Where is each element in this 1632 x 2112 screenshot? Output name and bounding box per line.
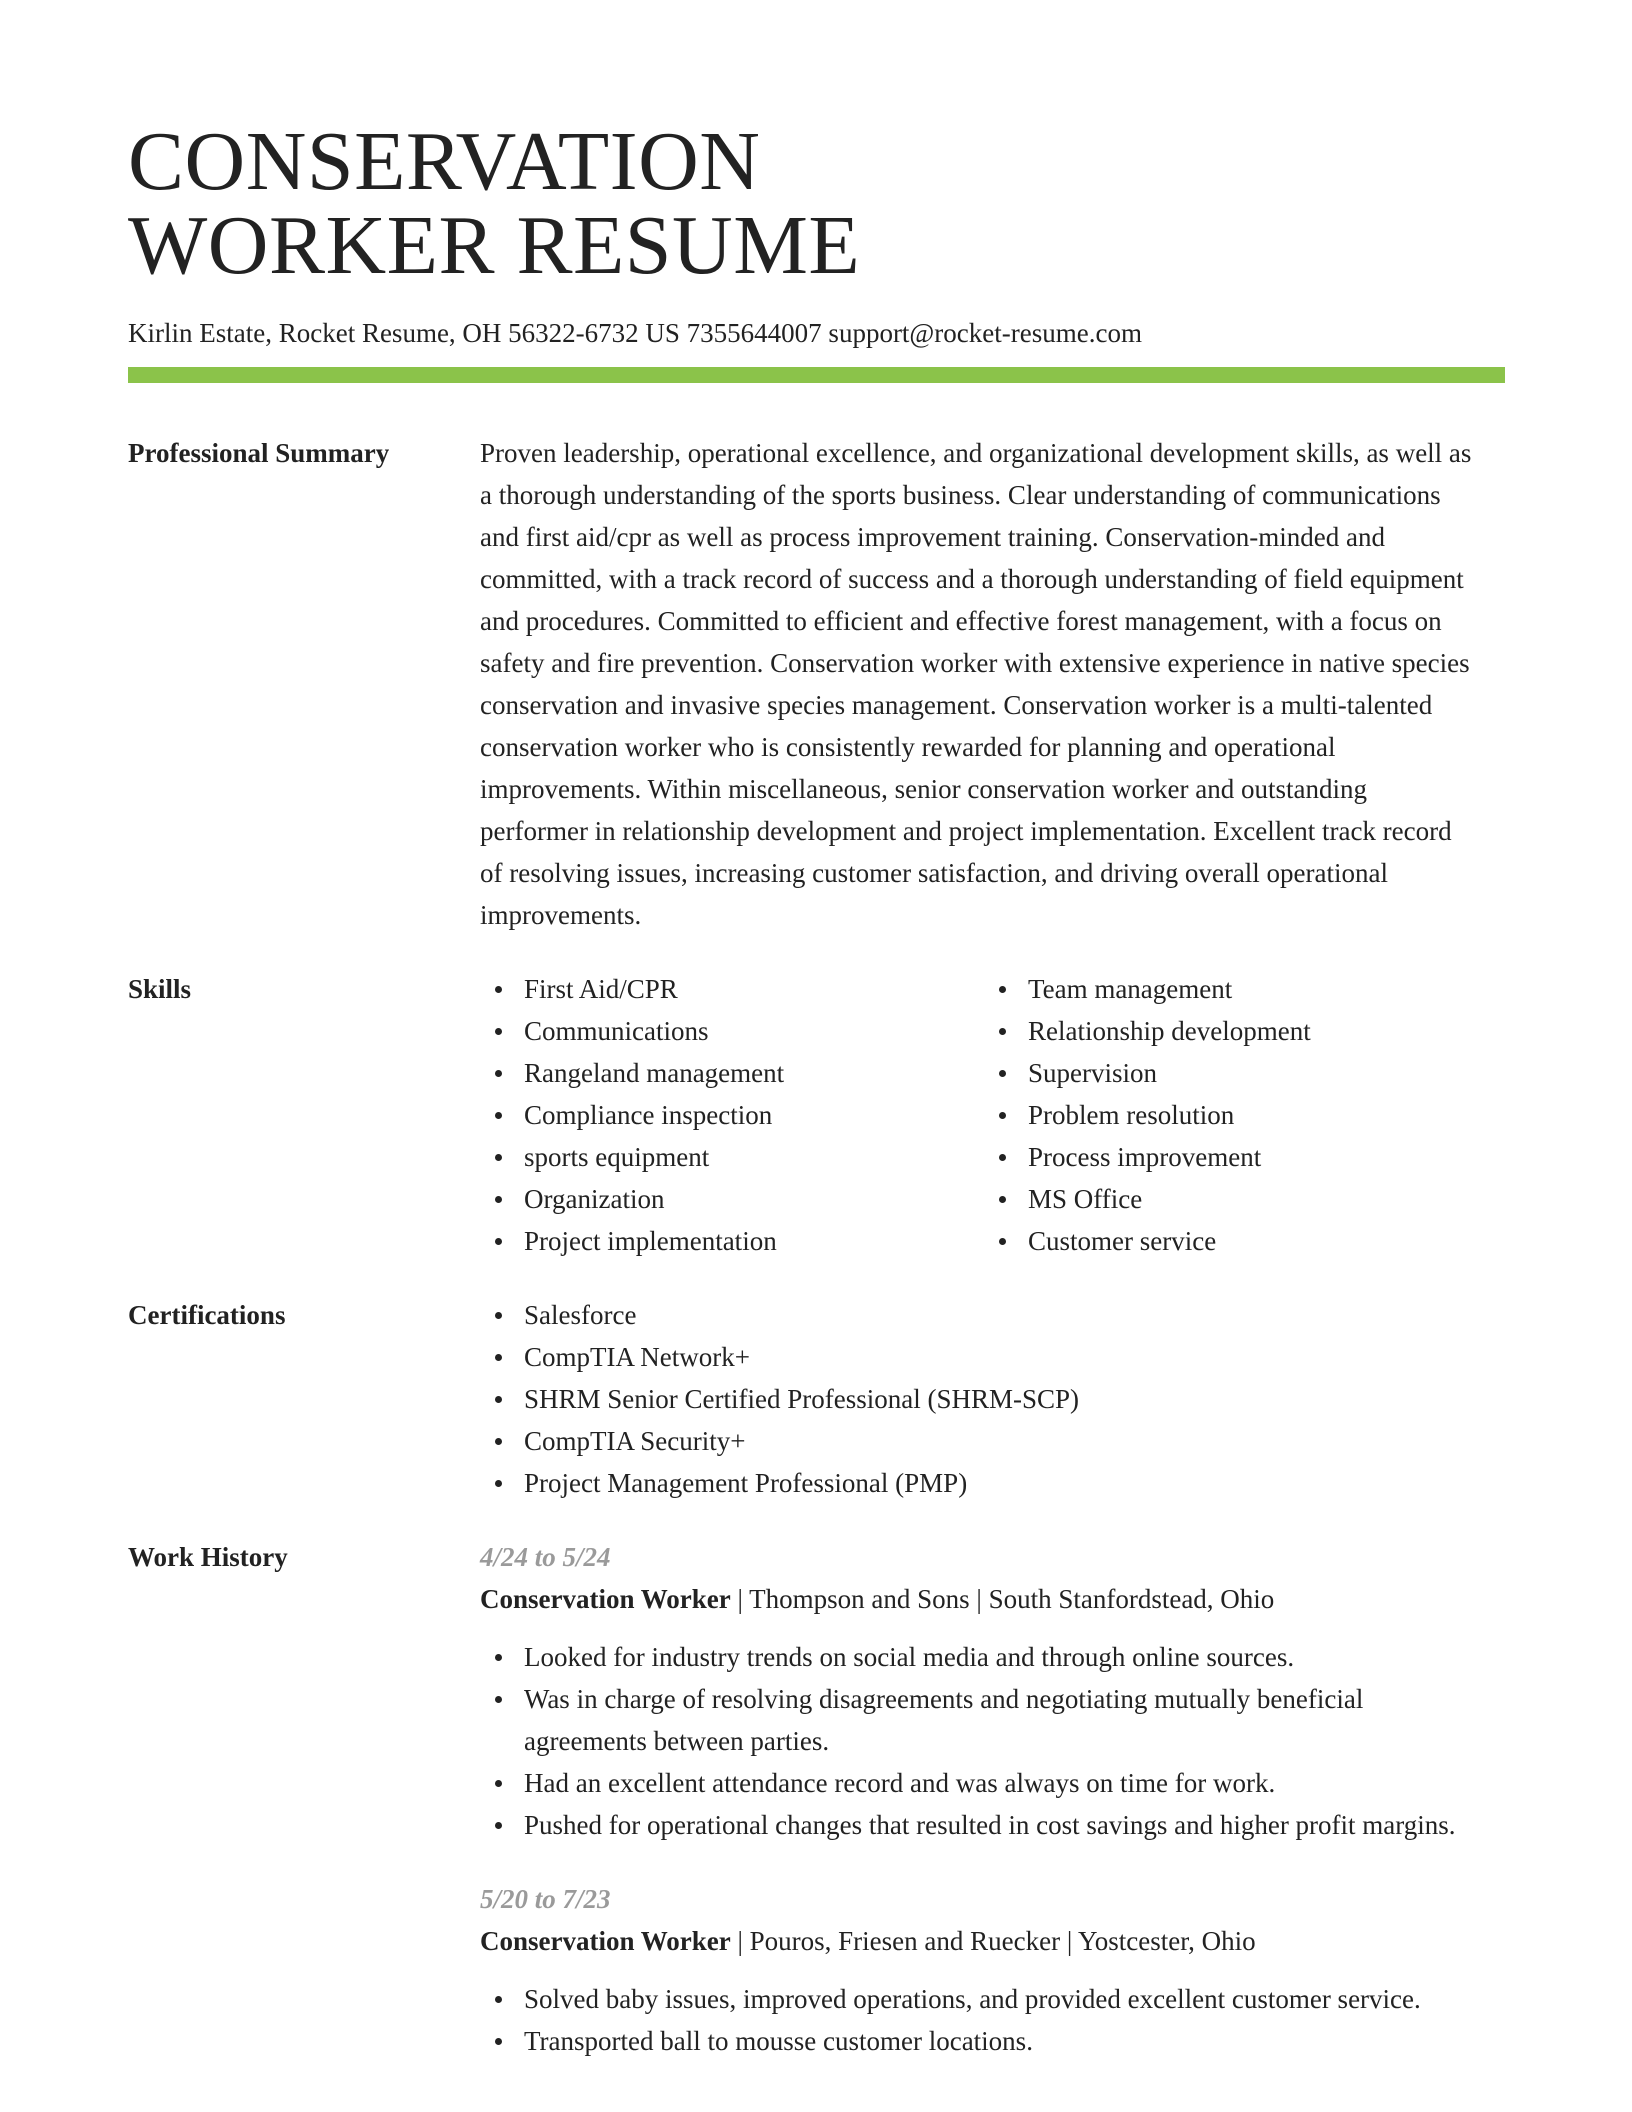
skills-section [128,968,1505,1262]
skill-item: First Aid/CPR [480,968,984,1010]
job-title: Conservation Worker [480,1584,731,1614]
contact-line: Kirlin Estate, Rocket Resume, OH 56322-6732 US 7355644007 support@rocket-resume.com [128,318,1142,348]
job-bullet: Solved baby issues, improved operations, and provided excellent customer service. [480,1978,1480,2020]
skills-body [480,968,1505,1262]
certifications-body [480,1294,1505,1504]
certification-item: CompTIA Security+ [480,1420,1505,1462]
work-history-label: Work History [128,1542,288,1572]
job-bullet: Transported ball to mousse customer locations. [480,2020,1480,2062]
certification-item: CompTIA Network+ [480,1336,1505,1378]
skill-item: Organization [480,1178,984,1220]
skill-item: Problem resolution [984,1094,1488,1136]
certification-item: Salesforce [480,1294,1505,1336]
job-bullets [480,1636,1480,1846]
job-entry [480,1878,1505,2062]
job-dates: 4/24 to 5/24 [480,1542,611,1572]
job-bullet: Had an excellent attendance record and was always on time for work. [480,1762,1480,1804]
summary-section [128,432,1505,936]
work-history-body [480,1536,1505,2094]
resume-title-line-2: WORKER RESUME [128,199,861,292]
certifications-section [128,1294,1505,1504]
skill-item: Relationship development [984,1010,1488,1052]
skill-item: Team management [984,968,1488,1010]
job-bullets [480,1978,1480,2062]
skill-item: Communications [480,1010,984,1052]
job-title: Conservation Worker [480,1926,731,1956]
job-details: | Pouros, Friesen and Ruecker | Yostcester, Ohio [730,1926,1256,1956]
skills-grid [480,968,1505,1262]
job-details: | Thompson and Sons | South Stanfordstead, Ohio [730,1584,1275,1614]
skill-item: Supervision [984,1052,1488,1094]
job-entry [480,1536,1505,1846]
skill-item: Customer service [984,1220,1488,1262]
work-history-section [128,1536,1505,2094]
skill-item: Process improvement [984,1136,1488,1178]
summary-body [480,432,1505,936]
job-header [480,1920,1505,1962]
skills-label: Skills [128,974,192,1004]
skill-item: Compliance inspection [480,1094,984,1136]
certification-item: SHRM Senior Certified Professional (SHRM-SCP) [480,1378,1505,1420]
job-bullet: Looked for industry trends on social media and through online sources. [480,1636,1480,1678]
skills-column-2 [984,968,1488,1262]
resume-title [128,115,1028,292]
summary-text: Proven leadership, operational excellence, and organizational development skills, as well as a thorough understanding of the sports business. Clear understanding of communications and first aid/cpr as well as process improvement training. Conservation-minded and committed, with a track record of success and a thorough understanding of field equipment and procedures. Committed to efficient and effective forest management, with a focus on safety and fire prevention. Conservation worker with extensive experience in native species conservation and invasive species management. Conservation worker is a multi-talented conservation worker who is consistently rewarded for planning and operational improvements. Within miscellaneous, senior conservation worker and outstanding performer in relationship development and project implementation. Excellent track record of resolving issues, increasing customer satisfaction, and driving overall operational improvements. [480,438,1472,930]
certifications-list [480,1294,1505,1504]
job-bullet: Pushed for operational changes that resulted in cost savings and higher profit margins. [480,1804,1480,1846]
skill-item: MS Office [984,1178,1488,1220]
certifications-label: Certifications [128,1300,286,1330]
resume-title-line-1: CONSERVATION [128,115,761,208]
skill-item: Rangeland management [480,1052,984,1094]
job-bullet: Was in charge of resolving disagreements and negotiating mutually beneficial agreements between parties. [480,1678,1480,1762]
certification-item: Project Management Professional (PMP) [480,1462,1505,1504]
skill-item: sports equipment [480,1136,984,1178]
summary-label: Professional Summary [128,438,390,468]
job-dates: 5/20 to 7/23 [480,1884,611,1914]
job-header [480,1578,1505,1620]
accent-divider [128,367,1505,383]
skill-item: Project implementation [480,1220,984,1262]
skills-column-1 [480,968,984,1262]
